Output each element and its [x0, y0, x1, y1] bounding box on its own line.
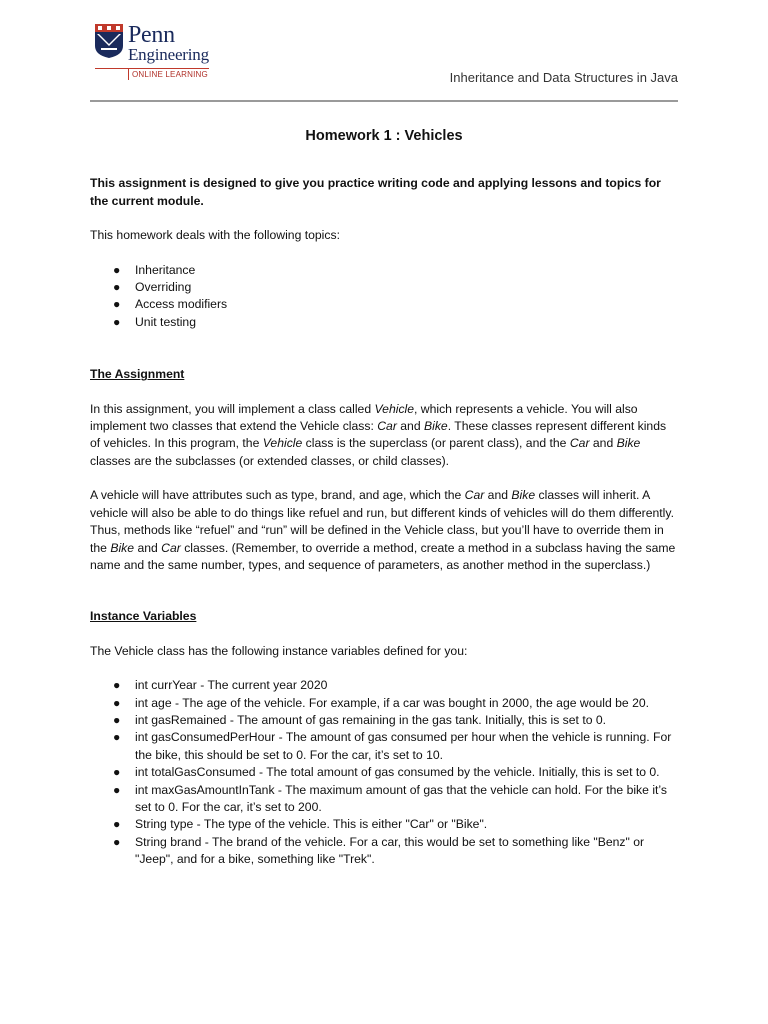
- assignment-heading: The Assignment: [90, 367, 185, 382]
- instance-variables-heading: Instance Variables: [90, 609, 197, 624]
- penn-shield-icon: [95, 24, 123, 58]
- bullet-icon: ●: [113, 678, 121, 693]
- bullet-icon: ●: [113, 765, 121, 780]
- bullet-icon: ●: [113, 280, 121, 295]
- document-body: [90, 128, 678, 869]
- instance-variables-lead: The Vehicle class has the following instance variables defined for you:: [90, 643, 468, 658]
- intro-paragraph: This assignment is designed to give you practice writing code and applying lessons and topics for the current module.: [90, 176, 661, 208]
- bullet-icon: ●: [113, 695, 121, 710]
- bullet-icon: ●: [113, 297, 121, 312]
- bullet-icon: ●: [113, 817, 121, 832]
- bullet-icon: ●: [113, 712, 121, 727]
- bullet-icon: ●: [113, 782, 121, 797]
- list-item: ● Unit testing: [90, 314, 678, 331]
- logo-tagline: ONLINE LEARNING: [128, 69, 208, 80]
- assignment-paragraph-1: In this assignment, you will implement a class called Vehicle, which represents a vehicle. You will also implement two classes that extend the Vehicle class: Car and Bike. These classes represent different kinds of vehicles. In this program, the Vehicle class is the superclass (or parent class), and the Car and Bike classes are the subclasses (or extended classes, or child classes).: [90, 401, 667, 468]
- list-item: ● Overriding: [90, 279, 678, 296]
- penn-engineering-logo: [95, 24, 215, 80]
- list-item: ● Inheritance: [90, 262, 678, 279]
- list-item: ● int gasRemained - The amount of gas remaining in the gas tank. Initially, this is set to 0.: [90, 712, 678, 729]
- assignment-paragraph-2: A vehicle will have attributes such as type, brand, and age, which the Car and Bike classes will inherit. A vehicle will also be able to do things like refuel and run, but different kinds of vehicles will do them differently. Thus, methods like “refuel” and “run” will be defined in the Vehicle class, but you’ll have to override them in the Bike and Car classes. (Remember, to override a method, create a method in a subclass having the same name and the same number, types, and sequence of parameters, as another method in the superclass.): [90, 488, 676, 572]
- list-item: ● Access modifiers: [90, 296, 678, 313]
- page-title: Homework 1 : Vehicles: [305, 128, 463, 144]
- header-divider: [90, 100, 678, 102]
- list-item: ● int currYear - The current year 2020: [90, 677, 678, 694]
- list-item: ● int maxGasAmountInTank - The maximum amount of gas that the vehicle can hold. For the bike it’s set to 0. For the car, it’s set to 200.: [113, 782, 667, 814]
- logo-wordmark-penn: Penn: [128, 22, 175, 48]
- list-item: ● int gasConsumedPerHour - The amount of gas consumed per hour when the vehicle is running. For the bike, this should be set to 0. For the car, it’s set to 10.: [113, 730, 672, 762]
- list-item: ● int age - The age of the vehicle. For example, if a car was bought in 2000, the age would be 20.: [90, 695, 678, 712]
- list-item: ● String brand - The brand of the vehicle. For a car, this would be set to something like "Benz" or "Jeep", and for a bike, something like "Trek".: [113, 834, 645, 867]
- logo-wordmark-engineering: Engineering: [128, 45, 209, 64]
- topics-list: [90, 262, 678, 332]
- list-item: ● String type - The type of the vehicle. This is either "Car" or "Bike".: [90, 816, 678, 833]
- topics-lead: This homework deals with the following topics:: [90, 228, 340, 243]
- bullet-icon: ●: [113, 834, 121, 849]
- instance-variables-list: [90, 677, 678, 868]
- list-item: ● int totalGasConsumed - The total amount of gas consumed by the vehicle. Initially, this is set to 0.: [90, 764, 678, 781]
- course-title: Inheritance and Data Structures in Java: [449, 70, 678, 85]
- bullet-icon: ●: [113, 730, 121, 745]
- bullet-icon: ●: [113, 314, 121, 329]
- bullet-icon: ●: [113, 262, 121, 277]
